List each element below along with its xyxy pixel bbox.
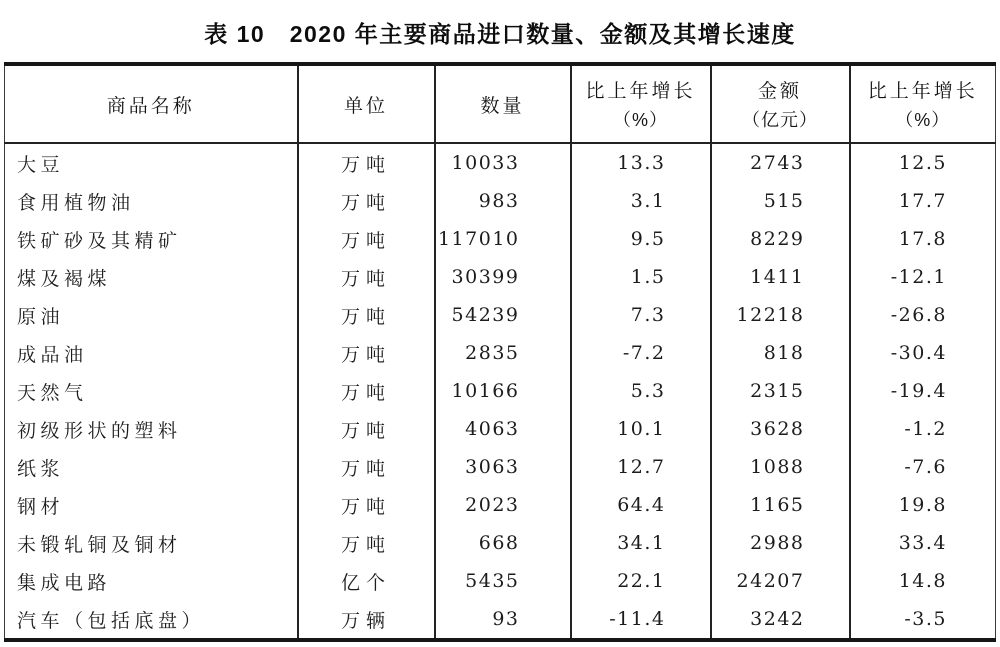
cell-quantity-growth: 64.4 [571,486,711,524]
cell-value: 24207 [711,562,850,600]
cell-commodity-name: 食用植物油 [17,191,135,214]
cell-value-growth: -1.2 [850,410,996,448]
header-label: 单位 [343,95,388,117]
cell-value-growth: -3.5 [850,600,996,640]
table-row [5,143,996,182]
cell-commodity-name: 煤及褐煤 [17,267,112,290]
table-row [5,182,996,220]
cell-quantity-growth: 13.3 [571,143,711,182]
cell-value: 515 [711,182,850,220]
table-row [5,220,996,258]
table-row [5,296,996,334]
cell-commodity-name: 汽车（包括底盘） [17,609,206,632]
cell-commodity-name: 原油 [17,305,65,328]
cell-value: 2743 [711,143,850,182]
cell-unit: 万吨 [298,182,435,220]
cell-value: 1088 [711,448,850,486]
cell-value: 1165 [711,486,850,524]
table-row [5,372,996,410]
cell-value-growth: 17.8 [850,220,996,258]
cell-commodity-name: 成品油 [17,343,88,366]
cell-quantity: 10166 [435,372,571,410]
table-row [5,258,996,296]
table-title: 表 10 2020 年主要商品进口数量、金额及其增长速度 [204,21,796,47]
cell-commodity-name: 未锻轧铜及铜材 [17,533,182,556]
header-value-growth [850,64,996,143]
cell-quantity: 10033 [435,143,571,182]
header-label: 商品名称 [106,95,195,117]
header-sublabel: （%） [895,110,951,130]
cell-quantity-growth: 22.1 [571,562,711,600]
table-row [5,600,996,640]
cell-quantity-growth: 34.1 [571,524,711,562]
table-row [5,448,996,486]
cell-commodity-name: 集成电路 [17,571,112,594]
table-body [5,143,996,640]
cell-commodity-name: 钢材 [17,495,65,518]
header-unit [298,64,435,143]
import-commodities-table [4,62,996,642]
table-row [5,486,996,524]
cell-commodity-name: 大豆 [17,153,65,176]
header-sublabel: （%） [612,110,668,130]
header-label: 数量 [480,95,525,117]
cell-value: 2315 [711,372,850,410]
cell-quantity: 668 [435,524,571,562]
cell-value-growth: -12.1 [850,258,996,296]
header-quantity-growth [571,64,711,143]
cell-unit: 万吨 [298,524,435,562]
header-commodity-name [5,64,298,143]
cell-value: 3242 [711,600,850,640]
cell-value-growth: -19.4 [850,372,996,410]
cell-value-growth: -26.8 [850,296,996,334]
cell-unit: 万吨 [298,486,435,524]
cell-quantity: 983 [435,182,571,220]
cell-unit: 万吨 [298,448,435,486]
cell-commodity-name: 天然气 [17,381,88,404]
cell-unit: 万吨 [298,143,435,182]
cell-unit: 万吨 [298,258,435,296]
cell-value-growth: 14.8 [850,562,996,600]
cell-value: 1411 [711,258,850,296]
cell-unit: 万吨 [298,220,435,258]
cell-quantity-growth: 1.5 [571,258,711,296]
cell-quantity: 30399 [435,258,571,296]
cell-quantity-growth: 3.1 [571,182,711,220]
cell-quantity-growth: 5.3 [571,372,711,410]
table-row [5,524,996,562]
header-quantity [435,64,571,143]
table-row [5,410,996,448]
header-value [711,64,850,143]
header-sublabel: （亿元） [742,110,818,130]
cell-unit: 亿个 [298,562,435,600]
cell-value: 3628 [711,410,850,448]
cell-unit: 万辆 [298,600,435,640]
cell-value-growth: 19.8 [850,486,996,524]
cell-value: 818 [711,334,850,372]
cell-quantity-growth: -7.2 [571,334,711,372]
header-label: 比上年增长 [867,81,978,102]
cell-quantity: 2835 [435,334,571,372]
cell-value-growth: -30.4 [850,334,996,372]
cell-quantity-growth: 10.1 [571,410,711,448]
table-row [5,334,996,372]
cell-value-growth: 17.7 [850,182,996,220]
cell-quantity-growth: 7.3 [571,296,711,334]
cell-value: 12218 [711,296,850,334]
header-label: 金额 [757,81,802,102]
cell-unit: 万吨 [298,372,435,410]
cell-quantity: 54239 [435,296,571,334]
cell-quantity-growth: 12.7 [571,448,711,486]
cell-value-growth: 12.5 [850,143,996,182]
cell-quantity: 93 [435,600,571,640]
cell-commodity-name: 铁矿砂及其精矿 [17,229,182,252]
cell-quantity: 3063 [435,448,571,486]
header-row [5,64,996,143]
cell-quantity: 2023 [435,486,571,524]
cell-quantity-growth: 9.5 [571,220,711,258]
cell-commodity-name: 纸浆 [17,457,65,480]
cell-commodity-name: 初级形状的塑料 [17,419,182,442]
cell-value-growth: -7.6 [850,448,996,486]
cell-value: 2988 [711,524,850,562]
cell-quantity: 5435 [435,562,571,600]
cell-unit: 万吨 [298,334,435,372]
header-label: 比上年增长 [585,81,696,102]
cell-value: 8229 [711,220,850,258]
cell-quantity: 4063 [435,410,571,448]
cell-unit: 万吨 [298,410,435,448]
cell-unit: 万吨 [298,296,435,334]
cell-quantity: 117010 [435,220,571,258]
cell-quantity-growth: -11.4 [571,600,711,640]
table-row [5,562,996,600]
cell-value-growth: 33.4 [850,524,996,562]
